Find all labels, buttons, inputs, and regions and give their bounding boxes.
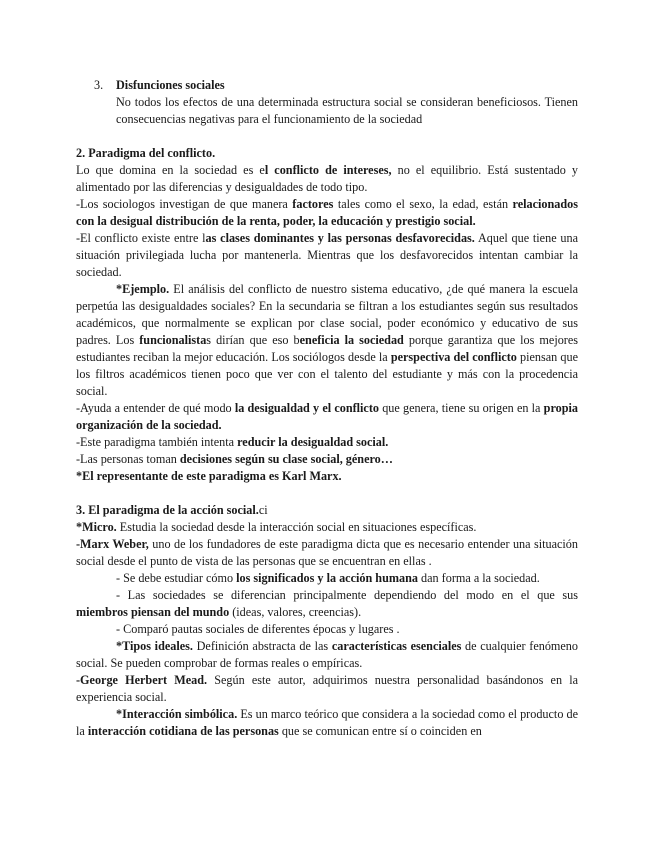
section-2-example: *Ejemplo. El análisis del conflicto de nuestro sistema educativo, ¿de qué manera la escuela perpetúa las desigualdades sociales? En la secundaria se filtran a los estudiantes según sus resultados académicos, que normalmente se explican por clase social, poder económico y educativo de sus padres. Los funcionalistas dirían que eso beneficia la sociedad porque garantiza que los mejores estudiantes reciban la mejor educación. Los sociólogos desde la perspectiva del conflicto piensan que los filtros académicos tienen poco que ver con el talento del estudiante y más con la procedencia social. <box>76 282 579 398</box>
section-2-paragraph-3: -El conflicto existe entre las clases dominantes y las personas desfavorecidas. Aquel que tiene una situación privilegiada lucha por mantenerla. Mientras que los desfavorecidos intentan cambiar la sociedad. <box>76 231 578 279</box>
section-2-paragraph-7: -Las personas toman decisiones según su clase social, género… <box>76 452 393 466</box>
section-3-significados: - Se debe estudiar cómo los significados y la acción humana dan forma a la sociedad. <box>116 571 540 585</box>
section-2-paragraph-1: Lo que domina en la sociedad es el conflicto de intereses, no el equilibrio. Está sustentado y alimentado por las diferencias y desigualdades de todo tipo. <box>76 163 578 194</box>
section-3-interaccion: *Interacción simbólica. Es un marco teórico que considera a la sociedad como el producto de la interacción cotidiana de las personas que se comunican entre sí o coinciden en <box>76 707 579 738</box>
section-3-weber: -Marx Weber, uno de los fundadores de este paradigma dicta que es necesario entender una situación social desde el punto de vista de las personas que se encuentran en ellas . <box>76 537 578 568</box>
section-2-heading: 2. Paradigma del conflicto. <box>76 146 216 160</box>
section-3-tipos-ideales: *Tipos ideales. Definición abstracta de las características esenciales de cualquier fenómeno social. Se pueden comprobar de formas reales o empíricas. <box>76 639 578 670</box>
list-text: No todos los efectos de una determinada estructura social se consideran beneficiosos. Tienen consecuencias negativas para el funcionamiento de la sociedad <box>116 95 578 126</box>
section-2-paragraph-5: -Ayuda a entender de qué modo la desigualdad y el conflicto que genera, tiene su origen en la propia organización de la sociedad. <box>76 401 578 432</box>
section-2-paragraph-2: -Los sociologos investigan de que manera factores tales como el sexo, la edad, están relacionados con la desigual distribución de la renta, poder, la educación y prestigio social. <box>76 197 578 228</box>
section-3-sociedades: - Las sociedades se diferencian principalmente dependiendo del modo en el que sus miembros piensan del mundo (ideas, valores, creencias). <box>76 588 578 619</box>
section-2-paragraph-6: -Este paradigma también intenta reducir la desigualdad social. <box>76 435 389 449</box>
section-3-pautas: - Comparó pautas sociales de diferentes épocas y lugares . <box>116 622 400 636</box>
list-number: 3. <box>94 78 104 92</box>
section-3-mead: -George Herbert Mead. Según este autor, adquirimos nuestra personalidad basándonos en la experiencia social. <box>76 673 578 704</box>
list-title: Disfunciones sociales <box>116 78 225 92</box>
section-3-heading: 3. El paradigma de la acción social.ci <box>76 503 268 517</box>
list-body <box>116 77 578 128</box>
section-3-micro: *Micro. Estudia la sociedad desde la interacción social en situaciones específicas. <box>76 520 477 534</box>
list-item-disfunciones <box>76 77 578 128</box>
section-2-representative: *El representante de este paradigma es Karl Marx. <box>76 469 342 483</box>
document-page <box>76 77 578 740</box>
